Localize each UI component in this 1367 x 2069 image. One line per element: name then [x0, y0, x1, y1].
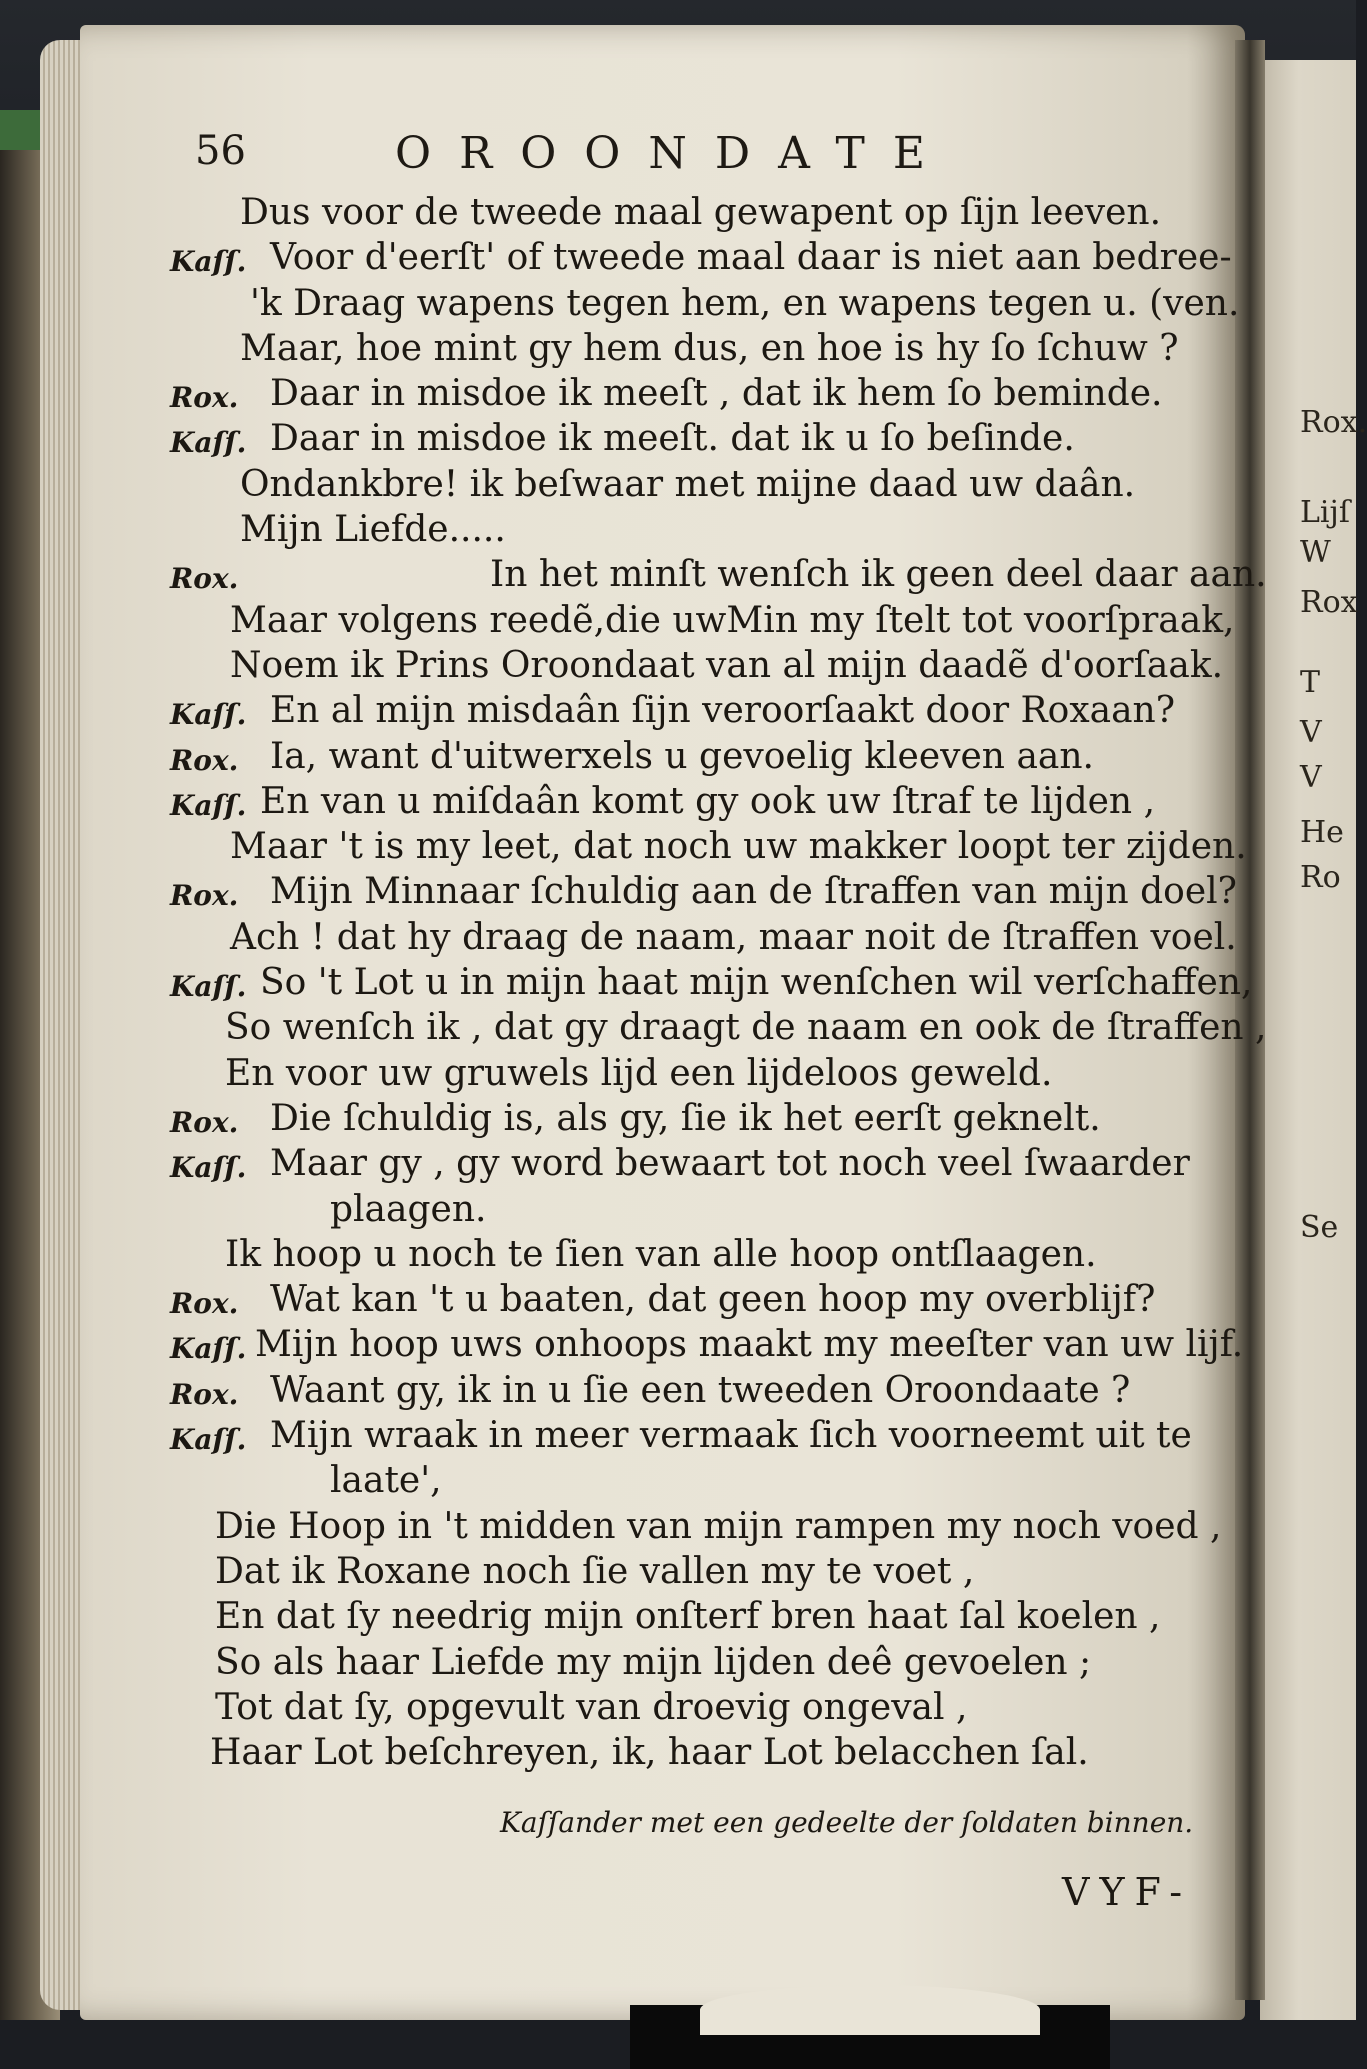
- line-text: Voor d'eerſt' of tweede maal daar is niet aan bedree-: [270, 237, 1232, 279]
- line-text: Maar gy , gy word bewaart tot noch veel ſwaarder: [270, 1143, 1190, 1185]
- speaker-label: Rox.: [170, 1287, 239, 1321]
- speaker-label: Kaſſ.: [170, 245, 247, 279]
- line-text: Ondankbre! ik beſwaar met mijne daad uw daân.: [240, 463, 1136, 505]
- verse-line: [170, 462, 1230, 507]
- line-text: plaagen.: [330, 1188, 487, 1230]
- verse-line: [170, 552, 1267, 597]
- verse-line: [170, 326, 1230, 371]
- page-curl: [700, 1985, 1040, 2035]
- facing-page-fragment: Rox.: [1300, 405, 1367, 440]
- stage-direction: Kaſſander met een gedeelte der ſoldaten binnen.: [500, 1806, 1194, 1839]
- line-text: So als haar Liefde my mijn lijden deê gevoelen ;: [215, 1641, 1092, 1683]
- line-text: En voor uw gruwels lijd een lijdeloos geweld.: [225, 1052, 1053, 1094]
- line-text: So wenſch ik , dat gy draagt de naam en ook de ſtraffen ,: [225, 1007, 1267, 1049]
- verse-line: [170, 960, 1253, 1005]
- verse-line: [170, 1640, 1230, 1685]
- speaker-label: Rox.: [170, 879, 239, 913]
- speaker-label: Kaſſ.: [170, 1423, 247, 1457]
- verse-line: [170, 1685, 1230, 1730]
- facing-page-fragment: Lijſ: [1300, 495, 1350, 530]
- line-text: En dat ſy needrig mijn onſterf bren haat ſal koelen ,: [215, 1596, 1161, 1638]
- verse-line: [170, 1368, 1230, 1413]
- speaker-label: Rox.: [170, 381, 239, 415]
- verse-line: [170, 824, 1247, 869]
- verse-line: [170, 371, 1230, 416]
- speaker-label: Kaſſ.: [170, 698, 247, 732]
- facing-page-fragment: W: [1300, 535, 1331, 570]
- facing-page-fragment: V: [1300, 715, 1322, 750]
- facing-page-fragment: He: [1300, 815, 1344, 850]
- verse-line: [170, 1458, 1230, 1503]
- line-text: Die Hoop in 't midden van mijn rampen my noch voed ,: [215, 1505, 1222, 1547]
- line-text: Maar, hoe mint gy hem dus, en hoe is hy ſo ſchuw ?: [240, 327, 1179, 369]
- verse-line: [170, 1141, 1230, 1186]
- verse-line: [170, 779, 1230, 824]
- line-text: Die ſchuldig is, als gy, ſie ik het eerſt geknelt.: [270, 1097, 1101, 1139]
- verse-line: [170, 1413, 1230, 1458]
- verse-line: [170, 1504, 1230, 1549]
- line-text: En van u miſdaân komt gy ook uw ſtraf te lijden ,: [260, 780, 1156, 822]
- right-page: [1260, 60, 1356, 2020]
- line-text: Waant gy, ik in u ſie een tweeden Oroondaate ?: [270, 1369, 1131, 1411]
- line-text: Mijn Liefde.....: [240, 509, 506, 551]
- green-cloth: [0, 110, 40, 150]
- verse-line: [170, 869, 1237, 914]
- line-text: Mijn wraak in meer vermaak ſich voorneemt uit te: [270, 1415, 1192, 1457]
- speaker-label: Rox.: [170, 562, 239, 596]
- verse-line: [170, 1549, 1230, 1594]
- verse-line: [170, 598, 1235, 643]
- line-text: Daar in misdoe ik meeſt. dat ik u ſo beſinde.: [270, 418, 1075, 460]
- line-text: Haar Lot beſchreyen, ik, haar Lot belacchen ſal.: [210, 1732, 1089, 1774]
- speaker-label: Kaſſ.: [170, 970, 247, 1004]
- line-text: laate',: [330, 1460, 442, 1502]
- page-number: 56: [195, 128, 246, 174]
- speaker-label: Rox.: [170, 1105, 239, 1139]
- line-text: Dus voor de tweede maal gewapent op ſijn leeven.: [240, 192, 1162, 233]
- line-text: Daar in misdoe ik meeſt , dat ik hem ſo beminde.: [270, 373, 1163, 415]
- verse-line: [170, 190, 1230, 235]
- catchword: VYF-: [1062, 1870, 1193, 1914]
- verse-line: [170, 507, 1230, 552]
- facing-page-fragment: Rox: [1300, 585, 1358, 620]
- speaker-label: Rox.: [170, 743, 239, 777]
- line-text: En al mijn misdaân ſijn veroorſaakt door Roxaan?: [270, 690, 1176, 732]
- speaker-label: Kaſſ.: [170, 426, 247, 460]
- line-text: In het minſt wenſch ik geen deel daar aan.: [490, 554, 1267, 596]
- line-text: Ia, want d'uitwerxels u gevoelig kleeven aan.: [270, 735, 1094, 777]
- line-text: 'k Draag wapens tegen hem, en wapens tegen u. (ven.: [250, 282, 1240, 324]
- line-text: Mijn hoop uws onhoops maakt my meeſter van uw lijf.: [255, 1324, 1244, 1366]
- facing-page-fragment: Se: [1300, 1210, 1339, 1245]
- speaker-label: Rox.: [170, 1377, 239, 1411]
- verse-line: [170, 1096, 1230, 1141]
- verse-line: [170, 281, 1240, 326]
- line-text: Wat kan 't u baaten, dat geen hoop my overblijf?: [270, 1279, 1156, 1321]
- speaker-label: Kaſſ.: [170, 788, 247, 822]
- verse-line: [170, 915, 1237, 960]
- line-text: Ach ! dat hy draag de naam, maar noit de ſtraffen voel.: [230, 916, 1237, 958]
- play-text: [170, 190, 1267, 1775]
- line-text: Noem ik Prins Oroondaat van al mijn daadẽ d'oorſaak.: [230, 644, 1224, 686]
- line-text: Mijn Minnaar ſchuldig aan de ſtraffen van mijn doel?: [270, 871, 1237, 913]
- page-header: [195, 128, 1075, 188]
- verse-line: [170, 235, 1230, 280]
- verse-line: [170, 1594, 1230, 1639]
- running-title: OROONDATE: [395, 128, 953, 179]
- line-text: Dat ik Roxane noch ſie vallen my te voet ,: [215, 1550, 975, 1592]
- verse-line: [170, 1277, 1230, 1322]
- line-text: Ik hoop u noch te ſien van alle hoop ontſlaagen.: [225, 1233, 1097, 1275]
- line-text: So 't Lot u in mijn haat mijn wenſchen wil verſchaffen,: [260, 962, 1253, 1004]
- line-text: Maar volgens reedẽ,die uwMin my ſtelt tot voorſpraak,: [230, 599, 1235, 641]
- verse-line: [170, 643, 1230, 688]
- speaker-label: Kaſſ.: [170, 1151, 247, 1185]
- verse-line: [170, 1187, 1230, 1232]
- speaker-label: Kaſſ.: [170, 1332, 247, 1366]
- verse-line: [170, 1232, 1230, 1277]
- verse-line: [170, 734, 1230, 779]
- verse-line: [170, 416, 1230, 461]
- verse-line: [170, 1322, 1244, 1367]
- facing-page-fragment: V: [1300, 760, 1322, 795]
- verse-line: [170, 1005, 1267, 1050]
- verse-line: [170, 688, 1230, 733]
- facing-page-fragment: Ro: [1300, 860, 1341, 895]
- verse-line: [170, 1051, 1230, 1096]
- verse-line: [170, 1730, 1230, 1775]
- line-text: Tot dat ſy, opgevult van droevig ongeval ,: [215, 1686, 968, 1728]
- line-text: Maar 't is my leet, dat noch uw makker loopt ter zijden.: [230, 826, 1247, 868]
- facing-page-fragment: T: [1300, 665, 1321, 700]
